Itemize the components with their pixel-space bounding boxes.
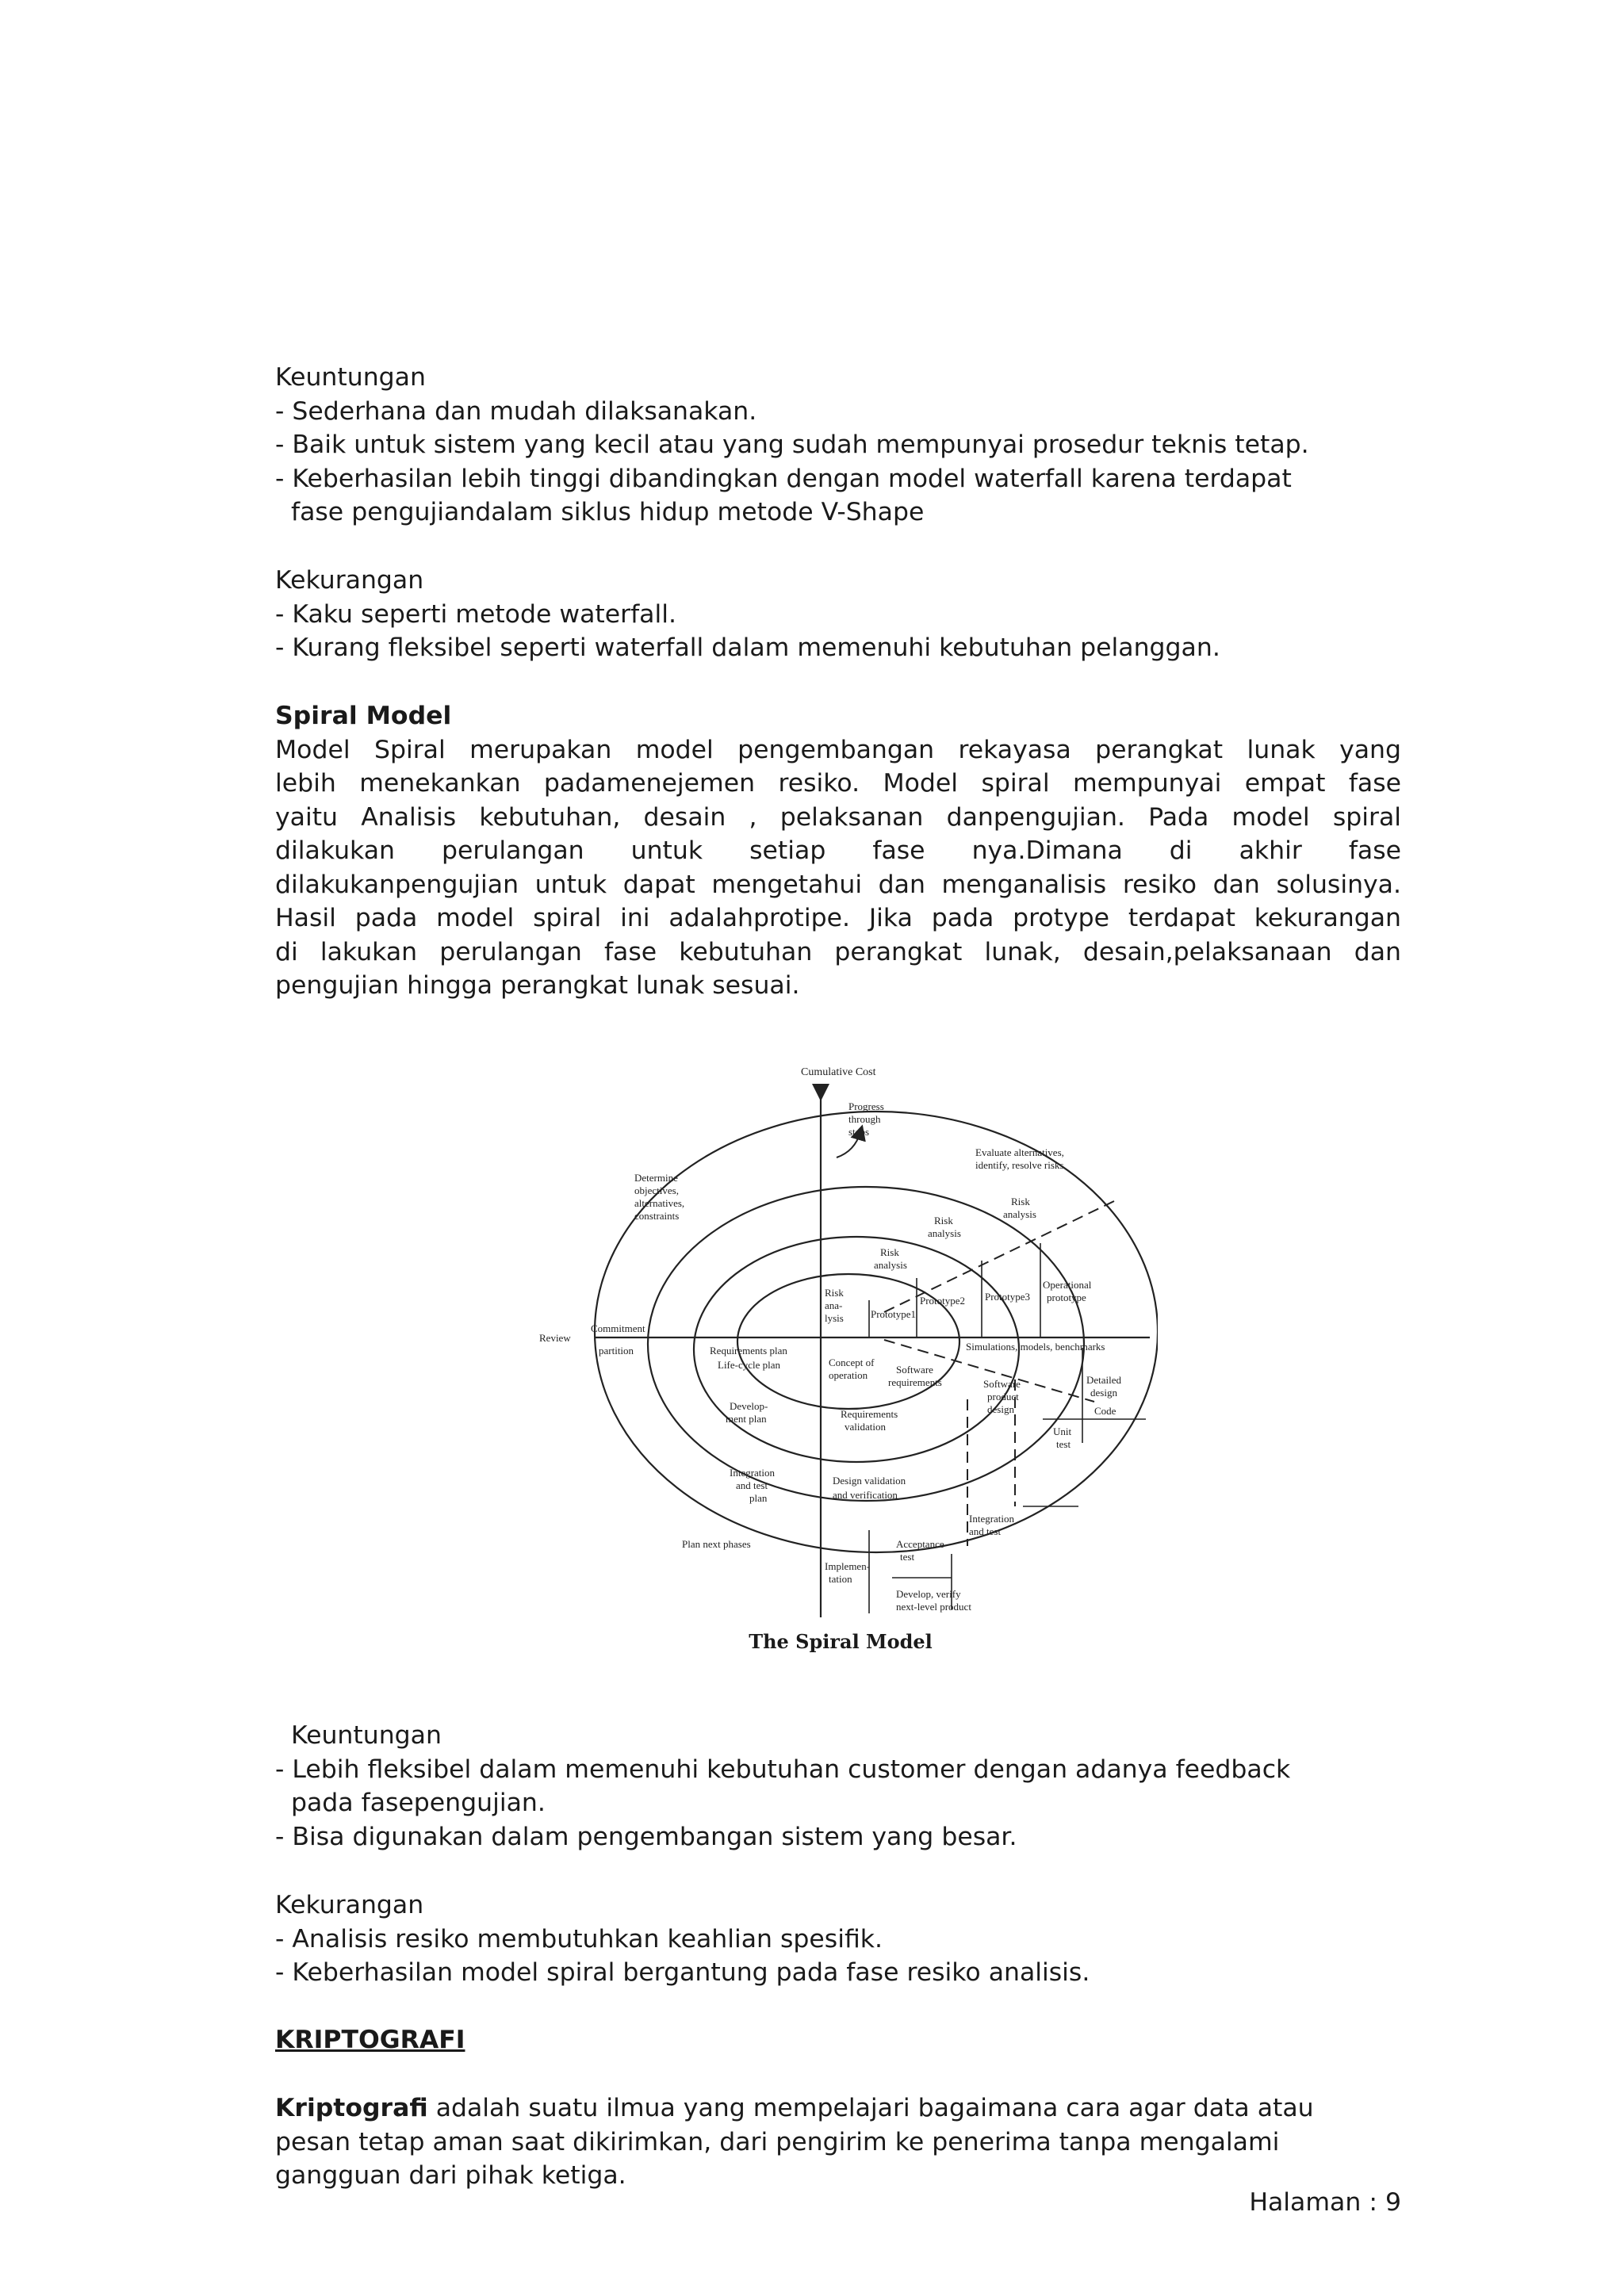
requirements-plan-label: Requirements plan Life-cycle plan bbox=[710, 1345, 787, 1371]
list-item: - Sederhana dan mudah dilaksanakan. bbox=[275, 396, 757, 426]
list-item: - Kaku seperti metode waterfall. bbox=[275, 599, 676, 629]
code-label: Code bbox=[1094, 1405, 1116, 1417]
section-heading: KRIPTOGRAFI bbox=[275, 2026, 465, 2054]
list-item-continuation: pada fasepengujian. bbox=[291, 1789, 546, 1817]
vshape-advantages bbox=[275, 361, 1401, 530]
kriptografi-paragraph bbox=[275, 2091, 1401, 2193]
cumulative-cost-label: Cumulative Cost bbox=[801, 1066, 876, 1078]
acceptance-test-label: Acceptance test bbox=[896, 1538, 944, 1563]
operational-prototype-label: Operational prototype bbox=[1043, 1279, 1092, 1303]
design-validation-label: Design validation and verification bbox=[833, 1475, 906, 1501]
detailed-design-label: Detailed design bbox=[1086, 1374, 1122, 1399]
risk-analysis-outer-label: Risk analysis bbox=[1003, 1196, 1036, 1220]
prototype1-label: Prototype1 bbox=[871, 1308, 917, 1320]
list-item: - Kurang fleksibel seperti waterfall dalam memenuhi kebutuhan pelanggan. bbox=[275, 633, 1220, 662]
risk-analysis-3-label: Risk analysis bbox=[928, 1215, 961, 1239]
paragraph-line: pesan tetap aman saat dikirimkan, dari pengirim ke penerima tanpa mengalami bbox=[275, 2127, 1280, 2156]
list-item: - Keberhasilan model spiral bergantung pada fase resiko analisis. bbox=[275, 1958, 1090, 1987]
list-item: - Lebih fleksibel dalam memenuhi kebutuhan customer dengan adanya feedback bbox=[275, 1755, 1291, 1784]
paragraph-text: adalah suatu ilmua yang mempelajari bagaimana cara agar data atau bbox=[427, 2094, 1314, 2122]
disadvantages-heading: Kekurangan bbox=[275, 1891, 424, 1919]
disadvantages-heading: Kekurangan bbox=[275, 566, 424, 595]
spiral-disadvantages bbox=[275, 1888, 1401, 1990]
list-item-continuation: fase pengujiandalam siklus hidup metode V-Shape bbox=[291, 498, 925, 526]
development-plan-label: Develop- ment plan bbox=[726, 1400, 768, 1425]
list-item: - Analisis resiko membutuhkan keahlian spesifik. bbox=[275, 1924, 883, 1954]
integration-test-plan-label: Integration and test plan bbox=[730, 1467, 776, 1504]
risk-analysis-inner-label: Risk ana- lysis bbox=[825, 1287, 844, 1324]
paragraph-line: Hasil pada model spiral ini adalahprotipe. Jika pada protype terdapat kekurangan bbox=[275, 904, 1401, 932]
develop-verify-label: Develop, verify next-level product bbox=[896, 1588, 971, 1613]
evaluate-label: Evaluate alternatives, identify, resolve risks bbox=[975, 1146, 1064, 1171]
spiral-advantages bbox=[275, 1719, 1401, 1854]
section-title: Spiral Model bbox=[275, 702, 452, 730]
paragraph-line bbox=[275, 2091, 1401, 2126]
software-product-design-label: Software product design bbox=[983, 1378, 1021, 1415]
review-label: Review bbox=[539, 1332, 571, 1344]
paragraph-line: di lakukan perulangan fase kebutuhan perangkat lunak, desain,pelaksanaan dan bbox=[275, 937, 1401, 966]
spiral-section bbox=[275, 699, 1401, 1003]
plan-next-phases-label: Plan next phases bbox=[682, 1538, 751, 1550]
kriptografi-heading-block bbox=[275, 2023, 1401, 2057]
concept-of-operation-label: Concept of operation bbox=[829, 1357, 875, 1381]
paragraph-line: Model Spiral merupakan model pengembangan rekayasa perangkat lunak yang bbox=[275, 735, 1401, 764]
unit-test-label: Unit test bbox=[1053, 1425, 1072, 1450]
paragraph-line: gangguan dari pihak ketiga. bbox=[275, 2161, 626, 2190]
integration-and-test-label: Integration and test bbox=[969, 1513, 1015, 1537]
software-requirements-label: Software requirements bbox=[888, 1364, 942, 1388]
figure-caption: The Spiral Model bbox=[749, 1630, 933, 1653]
list-item: - Baik untuk sistem yang kecil atau yang sudah mempunyai prosedur teknis tetap. bbox=[275, 430, 1309, 459]
advantages-heading: Keuntungan bbox=[275, 363, 426, 392]
requirements-validation-label: Requirements validation bbox=[841, 1408, 898, 1433]
paragraph-line: lebih menekankan padamenejemen resiko. Model spiral mempunyai empat fase bbox=[275, 769, 1401, 798]
spiral-diagram bbox=[523, 1062, 1158, 1681]
commitment-label: Commitment partition bbox=[591, 1322, 645, 1357]
term-bold: Kriptografi bbox=[275, 2094, 428, 2122]
page-number: Halaman : 9 bbox=[1249, 2188, 1401, 2217]
risk-analysis-2-label: Risk analysis bbox=[874, 1246, 907, 1271]
paragraph-line: dilakukan perulangan untuk setiap fase nya.Dimana di akhir fase bbox=[275, 836, 1401, 865]
implementation-label: Implemen- tation bbox=[825, 1560, 871, 1585]
simulations-label: Simulations, models, benchmarks bbox=[966, 1341, 1105, 1353]
determine-label: Determine objectives, alternatives, constraints bbox=[634, 1172, 685, 1222]
list-item: - Bisa digunakan dalam pengembangan sistem yang besar. bbox=[275, 1822, 1017, 1851]
paragraph-line: pengujian hingga perangkat lunak sesuai. bbox=[275, 971, 800, 1000]
prototype3-label: Prototype3 bbox=[985, 1291, 1031, 1303]
vshape-disadvantages bbox=[275, 564, 1401, 665]
prototype2-label: Prototype2 bbox=[920, 1295, 966, 1307]
progress-label: Progress through steps bbox=[848, 1100, 884, 1138]
list-item: - Keberhasilan lebih tinggi dibandingkan dengan model waterfall karena terdapat bbox=[275, 464, 1292, 493]
advantages-heading: Keuntungan bbox=[291, 1721, 442, 1750]
spiral-model-figure bbox=[523, 1062, 1158, 1681]
paragraph-line: yaitu Analisis kebutuhan, desain , pelaksanan danpengujian. Pada model spiral bbox=[275, 802, 1401, 832]
paragraph-line: dilakukanpengujian untuk dapat mengetahui dan menganalisis resiko dan solusinya. bbox=[275, 870, 1401, 899]
